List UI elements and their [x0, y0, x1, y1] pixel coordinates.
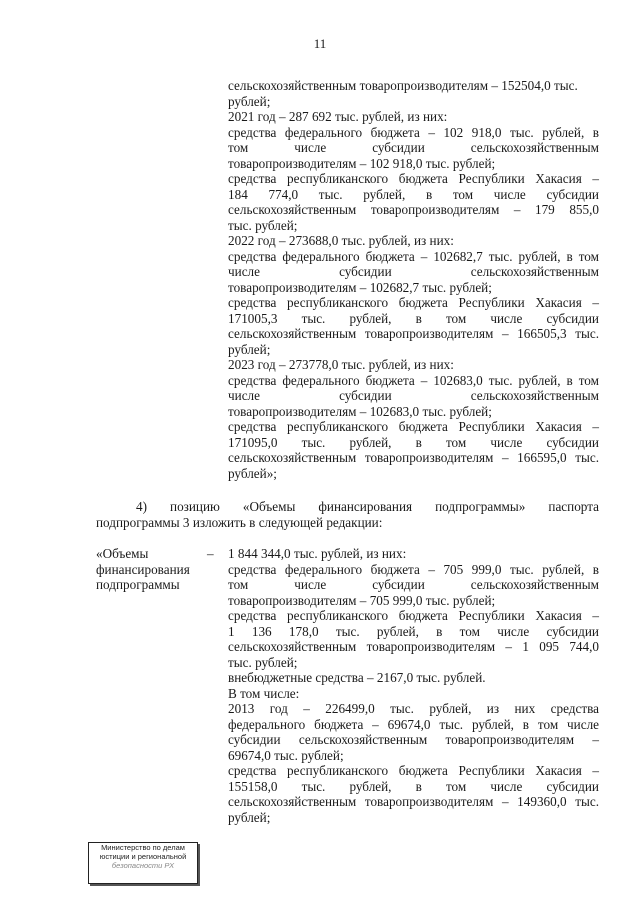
amendment-item-4-line-1: 4) позицию «Объемы финансирования подпрограммы» паспорта	[136, 499, 599, 514]
text-line: средства республиканского бюджета Республики Хакасия –	[228, 419, 599, 434]
text-line: 1 136 178,0 тыс. рублей, в том числе субсидии	[228, 623, 599, 639]
text-line: федерального бюджета – 69674,0 тыс. рублей, в том числе	[228, 716, 599, 732]
page-number: 11	[313, 36, 327, 51]
text-line: тыс. рублей;	[228, 217, 298, 233]
ministry-stamp	[88, 842, 198, 884]
text-line: том числе субсидии сельскохозяйственным	[228, 140, 599, 155]
text-line: товаропроизводителям – 102 918,0 тыс. рублей;	[228, 155, 496, 171]
text-line: 1 844 344,0 тыс. рублей, из них:	[228, 546, 407, 561]
text-line: сельскохозяйственным товаропроизводителям – 166505,3 тыс.	[228, 326, 599, 341]
financing-text-block-continued	[228, 78, 599, 481]
label-line: «Объемы	[96, 546, 149, 561]
text-line: средства республиканского бюджета Республики Хакасия –	[228, 608, 599, 623]
text-line: сельскохозяйственным товаропроизводителям – 166595,0 тыс.	[228, 450, 599, 465]
text-line: субсидии сельскохозяйственным товаропроизводителям –	[228, 732, 599, 747]
label-line: финансирования	[96, 561, 190, 577]
text-line: 2013 год – 226499,0 тыс. рублей, из них средства	[228, 701, 599, 716]
label-line: подпрограммы	[96, 577, 180, 592]
text-line: сельскохозяйственным товаропроизводителям – 179 855,0	[228, 202, 599, 217]
text-line: средства федерального бюджета – 102 918,0 тыс. рублей, в	[228, 124, 599, 140]
text-line: 2021 год – 287 692 тыс. рублей, из них:	[228, 109, 448, 124]
text-line: средства федерального бюджета – 102682,7 тыс. рублей, в том	[228, 248, 599, 264]
text-line: сельскохозяйственным товаропроизводителям – 1 095 744,0	[228, 639, 599, 654]
text-line: средства республиканского бюджета Республики Хакасия –	[228, 763, 599, 778]
text-line: числе субсидии сельскохозяйственным	[228, 264, 599, 279]
stamp-line: юстиции и региональной	[99, 852, 187, 861]
label-dash: –	[207, 546, 214, 561]
text-line: внебюджетные средства – 2167,0 тыс. рублей.	[228, 670, 486, 685]
text-line: 171095,0 тыс. рублей, в том числе субсидии	[228, 434, 599, 450]
text-line: сельскохозяйственным товаропроизводителям – 152504,0 тыс.	[228, 78, 578, 93]
text-line: средства федерального бюджета – 102683,0 тыс. рублей, в том	[228, 372, 599, 388]
text-line: рублей»;	[228, 465, 277, 481]
text-line: 155158,0 тыс. рублей, в том числе субсидии	[228, 778, 599, 794]
text-line: сельскохозяйственным товаропроизводителям – 149360,0 тыс.	[228, 794, 599, 809]
text-line: средства федерального бюджета – 705 999,0 тыс. рублей, в	[228, 561, 599, 577]
text-line: 184 774,0 тыс. рублей, в том числе субсидии	[228, 186, 599, 202]
text-line: тыс. рублей;	[228, 654, 298, 670]
text-line: средства республиканского бюджета Республики Хакасия –	[228, 295, 599, 310]
text-line: товаропроизводителям – 705 999,0 тыс. рублей;	[228, 592, 496, 608]
text-line: товаропроизводителям – 102683,0 тыс. рублей;	[228, 403, 492, 419]
text-line: 69674,0 тыс. рублей;	[228, 747, 344, 763]
text-line: рублей;	[228, 341, 271, 357]
text-line: рублей;	[228, 809, 271, 825]
text-line: 2022 год – 273688,0 тыс. рублей, из них:	[228, 233, 454, 248]
text-line: 2023 год – 273778,0 тыс. рублей, из них:	[228, 357, 454, 372]
stamp-line: безопасности РХ	[111, 861, 175, 870]
amendment-item-4-line-2: подпрограммы 3 изложить в следующей редакции:	[96, 514, 383, 530]
text-line: том числе субсидии сельскохозяйственным	[228, 577, 599, 592]
text-line: средства республиканского бюджета Республики Хакасия –	[228, 171, 599, 186]
text-line: числе субсидии сельскохозяйственным	[228, 388, 599, 403]
text-line: товаропроизводителям – 102682,7 тыс. рублей;	[228, 279, 492, 295]
text-line: 171005,3 тыс. рублей, в том числе субсидии	[228, 310, 599, 326]
stamp-line: Министерство по делам	[101, 843, 185, 852]
text-line: рублей;	[228, 93, 271, 109]
financing-text-block-new	[228, 546, 599, 825]
amendment-item-4	[96, 499, 599, 530]
text-line: В том числе:	[228, 685, 300, 701]
